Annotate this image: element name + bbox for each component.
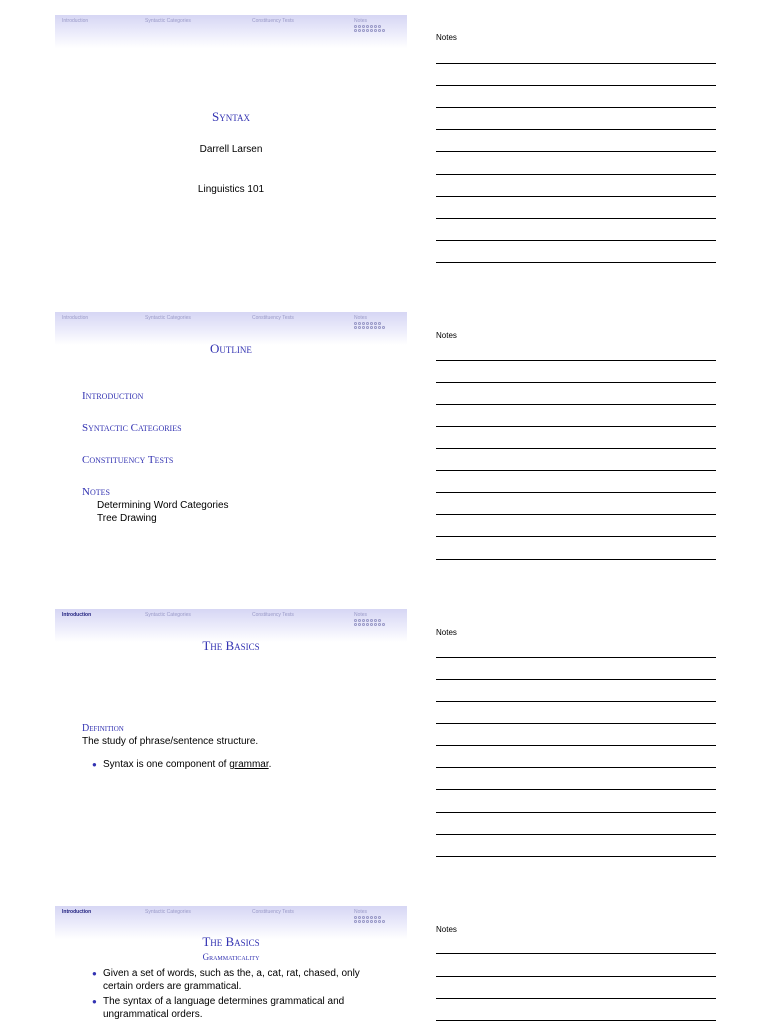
bullet-text: Given a set of words, such as the, a, cat, rat, chased, only certain orders are grammatical. <box>103 968 360 992</box>
note-line[interactable] <box>436 360 716 361</box>
outline-section-notes[interactable]: Notes <box>82 486 110 498</box>
note-line[interactable] <box>436 953 716 954</box>
note-line[interactable] <box>436 976 716 977</box>
note-line[interactable] <box>436 723 716 724</box>
nav-introduction[interactable]: Introduction <box>62 315 89 321</box>
note-line[interactable] <box>436 382 716 383</box>
note-line[interactable] <box>436 492 716 493</box>
note-line[interactable] <box>436 174 716 175</box>
notes-label: Notes <box>436 628 457 637</box>
note-line[interactable] <box>436 998 716 999</box>
bullet-text: Syntax is one component of <box>103 759 230 770</box>
bullet-text-end: . <box>268 759 272 770</box>
slide-title: The Basics <box>202 934 260 949</box>
note-line[interactable] <box>436 129 716 130</box>
outline-subsection-tree-drawing[interactable]: Tree Drawing <box>97 513 157 524</box>
nav-syntactic-categories[interactable]: Syntactic Categories <box>145 909 191 915</box>
slide-title: Outline <box>210 341 252 356</box>
note-line[interactable] <box>436 218 716 219</box>
nav-notes[interactable]: Notes <box>354 18 368 24</box>
note-line[interactable] <box>436 745 716 746</box>
bullet-item <box>92 758 392 771</box>
note-line[interactable] <box>436 701 716 702</box>
note-line[interactable] <box>436 426 716 427</box>
bullet-item <box>92 967 392 993</box>
nav-notes[interactable]: Notes <box>354 909 368 915</box>
note-line[interactable] <box>436 151 716 152</box>
notes-label: Notes <box>436 33 457 42</box>
slide-author: Darrell Larsen <box>199 144 263 155</box>
nav-progress-dots[interactable] <box>354 916 388 924</box>
outline-section-syntactic-categories[interactable]: Syntactic Categories <box>82 422 182 434</box>
nav-constituency-tests[interactable]: Constituency Tests <box>252 18 294 24</box>
nav-progress-dots[interactable] <box>354 619 388 627</box>
note-line[interactable] <box>436 470 716 471</box>
note-line[interactable] <box>436 1020 716 1021</box>
outline-section-introduction[interactable]: Introduction <box>82 390 144 402</box>
nav-notes[interactable]: Notes <box>354 315 368 321</box>
slide-1 <box>55 15 407 275</box>
slide-course: Linguistics 101 <box>197 184 265 195</box>
note-line[interactable] <box>436 63 716 64</box>
slide-3 <box>55 609 407 869</box>
nav-progress-dots[interactable] <box>354 322 388 330</box>
notes-label: Notes <box>436 925 457 934</box>
note-line[interactable] <box>436 657 716 658</box>
outline-section-constituency-tests[interactable]: Constituency Tests <box>82 454 174 466</box>
nav-progress-dots[interactable] <box>354 25 388 33</box>
note-line[interactable] <box>436 448 716 449</box>
nav-syntactic-categories[interactable]: Syntactic Categories <box>145 612 191 618</box>
slide-2 <box>55 312 407 572</box>
bullet-icon: ● <box>92 969 97 978</box>
nav-constituency-tests[interactable]: Constituency Tests <box>252 315 294 321</box>
note-line[interactable] <box>436 856 716 857</box>
slide-navbar <box>55 15 407 48</box>
outline-subsection-determining-word-categories[interactable]: Determining Word Categories <box>97 500 229 511</box>
note-line[interactable] <box>436 679 716 680</box>
nav-constituency-tests[interactable]: Constituency Tests <box>252 909 294 915</box>
nav-introduction[interactable]: Introduction <box>62 909 92 915</box>
slide-subtitle: Grammaticality <box>202 952 260 962</box>
slide-title: Syntax <box>211 109 250 124</box>
nav-constituency-tests[interactable]: Constituency Tests <box>252 612 294 618</box>
note-line[interactable] <box>436 812 716 813</box>
nav-syntactic-categories[interactable]: Syntactic Categories <box>145 315 191 321</box>
bullet-icon: ● <box>92 760 97 769</box>
note-line[interactable] <box>436 240 716 241</box>
nav-introduction[interactable]: Introduction <box>62 612 92 618</box>
note-line[interactable] <box>436 196 716 197</box>
note-line[interactable] <box>436 107 716 108</box>
definition-text: The study of phrase/sentence structure. <box>82 736 259 747</box>
nav-introduction[interactable]: Introduction <box>62 18 89 24</box>
note-line[interactable] <box>436 789 716 790</box>
note-line[interactable] <box>436 536 716 537</box>
nav-syntactic-categories[interactable]: Syntactic Categories <box>145 18 191 24</box>
bullet-icon: ● <box>92 997 97 1006</box>
grammar-link[interactable]: grammar <box>229 759 269 770</box>
note-line[interactable] <box>436 514 716 515</box>
nav-notes[interactable]: Notes <box>354 612 368 618</box>
bullet-item <box>92 995 392 1021</box>
slide-4 <box>55 906 407 1024</box>
note-line[interactable] <box>436 559 716 560</box>
bullet-text: The syntax of a language determines grammatical and ungrammatical orders. <box>103 996 345 1020</box>
note-line[interactable] <box>436 262 716 263</box>
note-line[interactable] <box>436 85 716 86</box>
definition-heading: Definition <box>82 723 124 734</box>
note-line[interactable] <box>436 767 716 768</box>
note-line[interactable] <box>436 834 716 835</box>
notes-label: Notes <box>436 331 457 340</box>
note-line[interactable] <box>436 404 716 405</box>
slide-title: The Basics <box>202 638 260 653</box>
